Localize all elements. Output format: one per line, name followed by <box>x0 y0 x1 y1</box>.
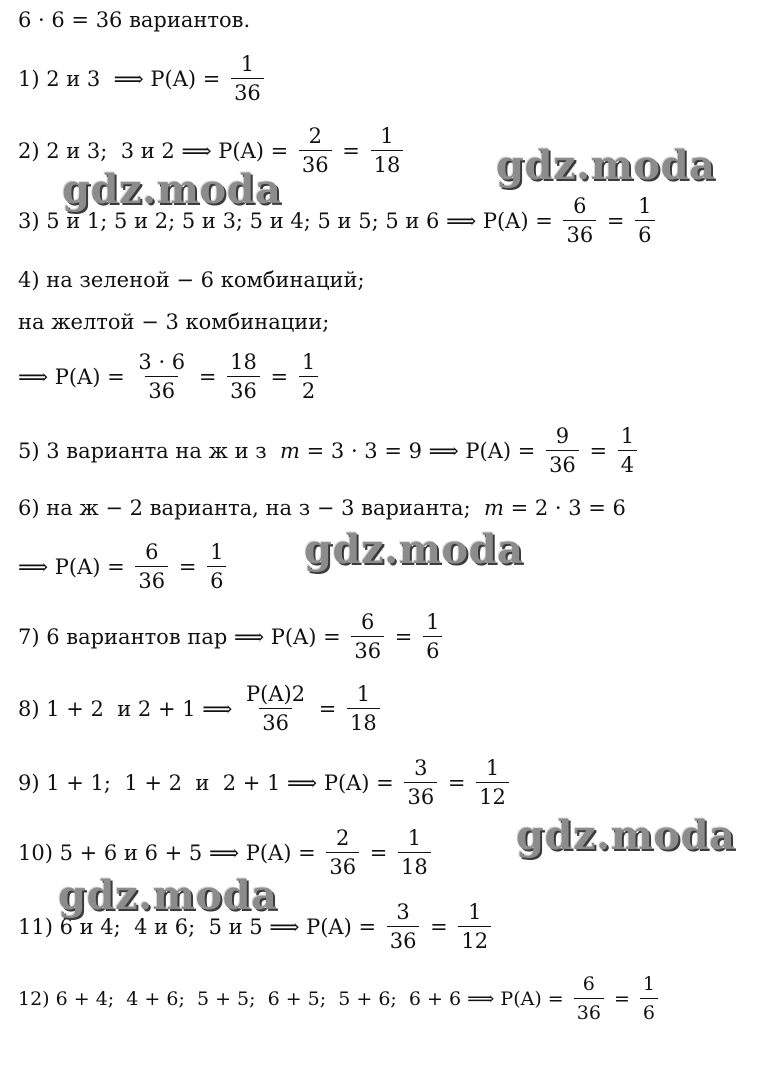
numerator: 1 <box>301 350 316 374</box>
answer-8-fraction-2 <box>347 682 380 735</box>
answer-2-fraction-1 <box>299 124 332 177</box>
answer-4-yellow <box>18 310 329 334</box>
answer-12-fraction-1 <box>574 972 604 1025</box>
equals-sign: = <box>172 554 204 579</box>
answer-10-fraction-2 <box>398 826 431 879</box>
numerator: 1 <box>426 610 440 634</box>
watermark-logo: gdz.moda <box>516 812 736 859</box>
intro-text: 6 · 6 = 36 вариантов. <box>18 8 251 32</box>
denominator: 18 <box>398 852 431 879</box>
numerator: 1 <box>240 52 255 76</box>
answer-6-result <box>18 540 230 593</box>
answer-12-text: 12) 6 + 4; 4 + 6; 5 + 5; 6 + 5; 5 + 6; 6 + 6 ⟹ P(A) = <box>18 987 570 1010</box>
answer-5-fraction-1 <box>546 424 579 477</box>
denominator: 36 <box>299 150 332 177</box>
watermark-logo: gdz.moda <box>62 166 282 213</box>
denominator: 36 <box>227 376 260 403</box>
answer-6 <box>18 496 626 520</box>
answer-12-fraction-2 <box>640 972 658 1025</box>
variable-m: m <box>280 438 300 463</box>
numerator: 1 <box>356 682 371 706</box>
answer-5-fraction-2 <box>618 424 637 477</box>
denominator: 12 <box>476 782 509 809</box>
answer-5-formula: = 3 · 3 = 9 ⟹ P(A) = <box>299 438 543 463</box>
answer-3-text: 3) 5 и 1; 5 и 2; 5 и 3; 5 и 4; 5 и 5; 5 и 6 ⟹ P(A) = <box>18 208 560 233</box>
answer-11-fraction-1 <box>387 900 420 953</box>
denominator: 6 <box>423 636 442 663</box>
numerator: 3 <box>396 900 410 924</box>
numerator: 6 <box>582 973 595 995</box>
answer-5 <box>18 424 641 477</box>
answer-8-text: 8) 1 + 2 и 2 + 1 ⟹ <box>18 696 240 721</box>
answer-6-formula: = 2 · 3 = 6 <box>503 496 626 520</box>
equals-sign: = <box>335 138 367 163</box>
denominator: 36 <box>574 998 604 1025</box>
answer-4-yellow-text: на желтой − 3 комбинации; <box>18 310 330 334</box>
answer-11-text: 11) 6 и 4; 4 и 6; 5 и 5 ⟹ P(A) = <box>18 914 383 939</box>
answer-1 <box>18 52 268 105</box>
denominator: 36 <box>563 220 596 247</box>
numerator: 18 <box>230 350 257 374</box>
answer-8 <box>18 682 384 735</box>
watermark-logo: gdz.moda <box>58 872 278 919</box>
denominator: 18 <box>347 708 380 735</box>
answer-1-text: 1) 2 и 3 ⟹ P(A) = <box>18 66 228 91</box>
answer-4-result-text: ⟹ P(A) = <box>18 364 132 389</box>
answer-7-text: 7) 6 вариантов пар ⟹ P(A) = <box>18 624 348 649</box>
denominator: 36 <box>326 852 359 879</box>
denominator: 18 <box>371 150 404 177</box>
answer-4-result <box>18 350 322 403</box>
equals-sign: = <box>582 438 614 463</box>
denominator: 36 <box>387 926 420 953</box>
denominator: 36 <box>135 566 168 593</box>
equals-sign: = <box>263 364 295 389</box>
answer-6-text: 6) на ж − 2 варианта, на з − 3 варианта; <box>18 496 484 520</box>
variable-m: m <box>484 496 504 520</box>
answer-7 <box>18 610 446 663</box>
intro-line <box>18 8 250 32</box>
numerator: 1 <box>380 124 394 148</box>
denominator: 36 <box>351 636 384 663</box>
answer-12 <box>18 972 662 1025</box>
numerator: 3 <box>414 756 428 780</box>
equals-sign: = <box>192 364 224 389</box>
equals-sign: = <box>607 987 636 1010</box>
denominator: 36 <box>546 450 579 477</box>
answer-4-green <box>18 268 365 292</box>
answer-2-fraction-2 <box>371 124 404 177</box>
denominator: 36 <box>259 708 292 735</box>
numerator: 6 <box>145 540 159 564</box>
answer-6-result-text: ⟹ P(A) = <box>18 554 132 579</box>
denominator: 36 <box>145 376 178 403</box>
answer-1-fraction <box>231 52 264 105</box>
numerator: 2 <box>308 124 322 148</box>
answer-4-fraction-1 <box>135 350 188 403</box>
denominator: 36 <box>231 78 264 105</box>
answer-5-text: 5) 3 варианта на ж и з <box>18 438 281 463</box>
numerator: 9 <box>555 424 570 448</box>
numerator: 2 <box>336 826 350 850</box>
denominator: 12 <box>458 926 491 953</box>
answer-8-fraction-1 <box>243 682 308 735</box>
denominator: 6 <box>640 998 658 1025</box>
answer-3-fraction-2 <box>635 194 654 247</box>
numerator: 3 · 6 <box>138 350 186 374</box>
numerator: 1 <box>620 424 635 448</box>
answer-2-text: 2) 2 и 3; 3 и 2 ⟹ P(A) = <box>18 138 295 163</box>
answer-9-fraction-2 <box>476 756 509 809</box>
answer-11-fraction-2 <box>458 900 491 953</box>
numerator: 1 <box>642 973 656 995</box>
answer-4-green-text: 4) на зеленой − 6 комбинаций; <box>18 268 365 292</box>
denominator: 2 <box>299 376 318 403</box>
answer-6-fraction-2 <box>207 540 226 593</box>
denominator: 4 <box>618 450 637 477</box>
answer-9 <box>18 756 513 809</box>
answer-10-text: 10) 5 + 6 и 6 + 5 ⟹ P(A) = <box>18 840 323 865</box>
equals-sign: = <box>363 840 395 865</box>
denominator: 6 <box>635 220 654 247</box>
watermark-logo: gdz.moda <box>496 142 716 189</box>
numerator: 6 <box>361 610 375 634</box>
denominator: 36 <box>404 782 437 809</box>
numerator: 1 <box>638 194 652 218</box>
answer-7-fraction-1 <box>351 610 384 663</box>
equals-sign: = <box>388 624 420 649</box>
answer-6-fraction-1 <box>135 540 168 593</box>
numerator: 1 <box>485 756 500 780</box>
numerator: 1 <box>210 540 224 564</box>
numerator: 1 <box>468 900 482 924</box>
numerator: 1 <box>407 826 422 850</box>
equals-sign: = <box>441 770 473 795</box>
equals-sign: = <box>600 208 632 233</box>
answer-3-fraction-1 <box>563 194 596 247</box>
answer-7-fraction-2 <box>423 610 442 663</box>
answer-4-fraction-3 <box>299 350 318 403</box>
answer-9-text: 9) 1 + 1; 1 + 2 и 2 + 1 ⟹ P(A) = <box>18 770 401 795</box>
answer-4-fraction-2 <box>227 350 260 403</box>
answer-9-fraction-1 <box>404 756 437 809</box>
denominator: 6 <box>207 566 226 593</box>
equals-sign: = <box>312 696 344 721</box>
numerator: 6 <box>573 194 587 218</box>
answer-10-fraction-1 <box>326 826 359 879</box>
equals-sign: = <box>423 914 455 939</box>
watermark-logo: gdz.moda <box>304 526 524 573</box>
numerator: P(A)2 <box>246 682 306 706</box>
